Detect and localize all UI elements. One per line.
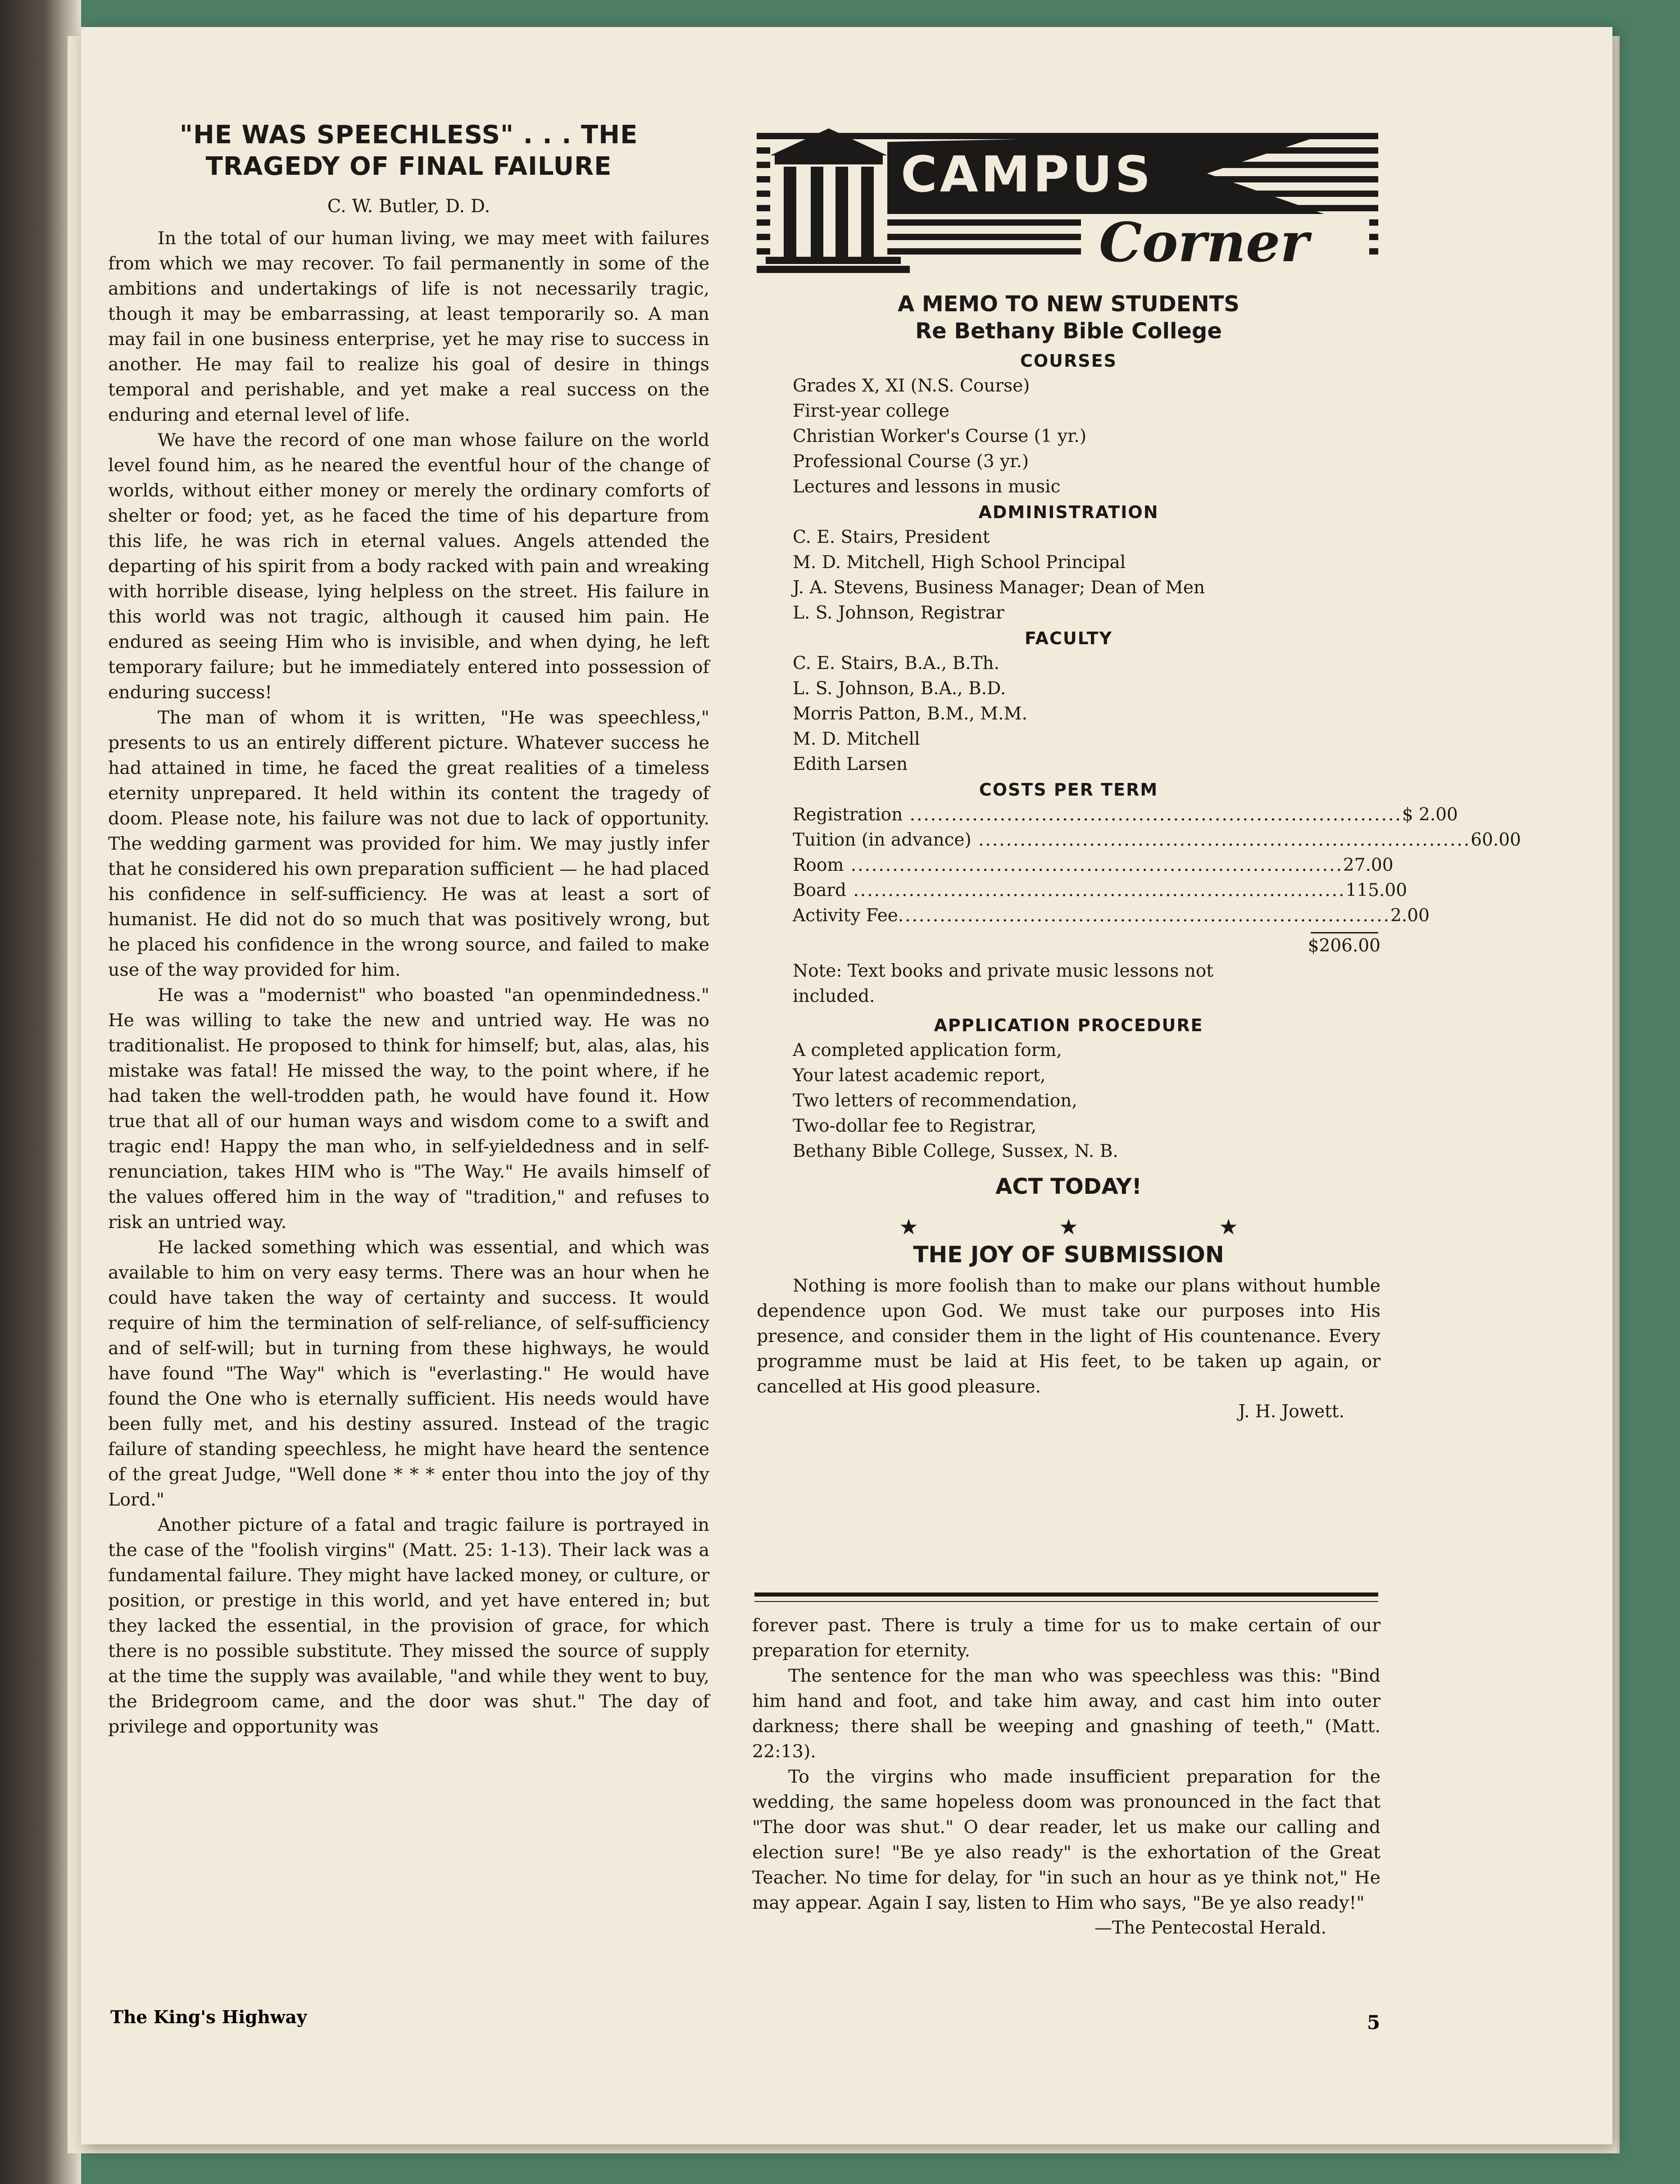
cost-label: Activity Fee — [793, 905, 898, 926]
cost-amount: 2.00 — [1390, 905, 1430, 926]
cost-row — [757, 853, 1394, 878]
faculty-item: M. D. Mitchell — [793, 729, 920, 749]
administration-item: J. A. Stevens, Business Manager; Dean of Men — [793, 578, 1205, 598]
cost-row — [757, 802, 1458, 828]
cost-amount: 60.00 — [1471, 830, 1521, 850]
star-icon: ★ — [1218, 1215, 1239, 1240]
costs-note: Note: Text books and private music lessons not — [793, 961, 1213, 981]
article-title — [108, 119, 709, 182]
page-number: 5 — [1367, 2011, 1380, 2034]
application-item: Two-dollar fee to Registrar, — [793, 1116, 1037, 1136]
banner-campus-text: CAMPUS — [901, 146, 1153, 203]
article-paragraph: The man of whom it is written, "He was speechless," presents to us an entirely different picture. Whatever success he had attained in time, he faced the great realities of a timeless eternity unprepared. It held within its content the tragedy of doom. Please note, his failure was not due to lack of opportunity. The wedding garment was provided for him. We may justly infer that he considered his own preparation sufficient — he had placed his confidence in self-sufficiency. He was at least a sort of humanist. He did not do so much that was positively wrong, but he placed his confidence in the wrong source, and failed to make use of the way provided for him. — [108, 707, 709, 980]
article-title-line-2: TRAGEDY OF FINAL FAILURE — [205, 152, 612, 181]
star-icon: ★ — [899, 1215, 919, 1240]
application-heading: APPLICATION PROCEDURE — [934, 1015, 1203, 1035]
article-paragraph: Another picture of a fatal and tragic failure is portrayed in the case of the "foolish virgins" (Matt. 25: 1-13). Their lack was a fundamental failure. They might have lacked money, or culture, or position, or prestige in this world, and yet have entered in; but they lacked the essential, in the provision of grace, for which there is no possible substitute. They missed the source of supply at the time the supply was available, "and while they went to buy, the Bridegroom came, and the door was shut." The day of privilege and opportunity was — [108, 1515, 709, 1737]
article-paragraph: To the virgins who made insufficient preparation for the wedding, the same hopeless doom was pronounced in the fact that "The door was shut." O dear reader, let us make our calling and election sure! "Be ye also ready" is the exhortation of the Great Teacher. No time for delay, for "in such an hour as ye think not," He may appear. Again I say, listen to Him who says, "Be ye also ready!" — [752, 1766, 1380, 1913]
cost-label: Room — [793, 855, 844, 875]
joy-author: J. H. Jowett. — [1238, 1401, 1344, 1422]
application-item: Two letters of recommendation, — [793, 1091, 1077, 1111]
campus-memo — [757, 291, 1521, 1424]
act-today-heading: ACT TODAY! — [995, 1174, 1142, 1199]
campus-corner-banner — [757, 124, 1378, 286]
leader-dots: ....................................................................... — [844, 855, 1343, 875]
memo-title: A MEMO TO NEW STUDENTS — [898, 291, 1240, 317]
cost-label: Tuition (in advance) — [793, 830, 972, 850]
faculty-item: L. S. Johnson, B.A., B.D. — [793, 678, 1006, 699]
memo-subtitle: Re Bethany Bible College — [915, 318, 1222, 344]
cost-amount: $ 2.00 — [1402, 805, 1458, 825]
cost-row — [757, 828, 1521, 853]
cost-amount: 115.00 — [1345, 880, 1408, 901]
star-icon: ★ — [1058, 1215, 1079, 1240]
faculty-item: C. E. Stairs, B.A., B.Th. — [793, 653, 1000, 673]
article-paragraph: forever past. There is truly a time for us to make certain of our preparation for eternity. — [752, 1615, 1380, 1661]
article-title-line-1: "HE WAS SPEECHLESS" . . . THE — [179, 120, 638, 150]
article-paragraph: He lacked something which was essential, and which was available to him on very easy terms. There was an hour when he could have taken the way of certainty and success. It would require of him the termination of self-reliance, of self-sufficiency and of self-will; but in turning from these highways, he would have found "The Way" which is "everlasting." He would have found the One who is eternally sufficient. His needs would have been fully met, and his destiny assured. Instead of the tragic failure of standing speechless, he might have heard the sentence of the great Judge, "Well done * * * enter thou into the joy of thy Lord." — [108, 1237, 709, 1510]
magazine-page — [81, 27, 1612, 2144]
article-paragraph: We have the record of one man whose failure on the world level found him, as he neared the eventful hour of the change of worlds, without either money or merely the ordinary comforts of shelter or food; yet, as he faced the time of his departure from this life, he was rich in eternal values. Angels attended the departing of his spirit from a body racked with pain and wreaking with horrible disease, lying helpless on the street. His failure in this world was not tragic, although it caused him pain. He endured as seeing Him who is invisible, and when dying, he left temporary failure; but he immediately entered into possession of enduring success! — [108, 430, 709, 703]
pennant-flag — [887, 133, 1329, 214]
costs-note-continued: included. — [793, 986, 875, 1006]
course-item: Grades X, XI (N.S. Course) — [793, 376, 1030, 396]
application-item: A completed application form, — [793, 1040, 1062, 1060]
cost-amount: 27.00 — [1343, 855, 1394, 875]
publication-name: The King's Highway — [110, 2007, 307, 2028]
faculty-heading: FACULTY — [1024, 628, 1113, 648]
administration-heading: ADMINISTRATION — [978, 502, 1159, 522]
administration-item: M. D. Mitchell, High School Principal — [793, 552, 1126, 573]
article-source: —The Pentecostal Herald. — [1094, 1918, 1326, 1938]
banner-corner-text: Corner — [1099, 211, 1309, 274]
costs-heading: COSTS PER TERM — [979, 780, 1158, 800]
article-paragraph: He was a "modernist" who boasted "an openmindedness." He was willing to take the new and untried way. He was no traditionalist. He proposed to think for himself; but, alas, alas, his mistake was fatal! He missed the way, to the point where, if he had taken the well-trodden path, he would have found it. How true that all of our human ways and wisdom come to a swift and tragic end! Happy the man who, in self-yieldedness and in self-renunciation, takes HIM who is "The Way." He avails himself of the values offered him in the way of "tradition," and refuses to risk an untried way. — [108, 985, 709, 1233]
administration-item: C. E. Stairs, President — [793, 527, 990, 547]
administration-item: L. S. Johnson, Registrar — [793, 603, 1004, 623]
course-item: First-year college — [793, 401, 949, 421]
column-divider — [754, 1592, 1378, 1602]
faculty-item: Edith Larsen — [793, 754, 908, 774]
faculty-item: Morris Patton, B.M., M.M. — [793, 704, 1027, 724]
leader-dots: ....................................................................... — [846, 880, 1346, 901]
article-paragraph: In the total of our human living, we may meet with failures from which we may recover. To fail permanently in some of the ambitions and undertakings of life is not necessarily tragic, though it may be embarrassing, at least temporarily so. A man may fail in one business enterprise, yet he may rise to success in another. He may fail to realize his goal of desire in things temporal and perishable, and yet make a real success on the enduring and eternal level of life. — [108, 228, 709, 425]
cost-label: Registration — [793, 805, 903, 825]
application-item: Your latest academic report, — [793, 1065, 1046, 1086]
costs-total: $206.00 — [1308, 936, 1380, 956]
article-paragraph: The sentence for the man who was speechless was this: "Bind him hand and foot, and take him away, and cast him into outer darkness; there shall be weeping and gnashing of teeth," (Matt. 22:13). — [752, 1665, 1380, 1762]
course-item: Lectures and lessons in music — [793, 477, 1061, 497]
building-illustration — [757, 128, 910, 273]
leader-dots: ....................................................................... — [971, 830, 1471, 850]
cost-row — [757, 878, 1408, 903]
leader-dots: ....................................................................... — [903, 805, 1402, 825]
joy-title: THE JOY OF SUBMISSION — [913, 1242, 1224, 1268]
article-author: C. W. Butler, D. D. — [327, 196, 490, 217]
joy-text: Nothing is more foolish than to make our plans without humble dependence upon God. We must take our purposes into His presence, and consider them in the light of His countenance. Every programme must be laid at His feet, to be taken up again, or cancelled at His good pleasure. — [757, 1275, 1380, 1397]
star-separator — [829, 1214, 1308, 1241]
cost-row — [757, 903, 1430, 928]
course-item: Professional Course (3 yr.) — [793, 451, 1029, 472]
leader-dots: ....................................................................... — [898, 905, 1391, 926]
article-continuation — [752, 1613, 1380, 1941]
article-column — [108, 119, 709, 1739]
application-item: Bethany Bible College, Sussex, N. B. — [793, 1141, 1118, 1161]
cost-label: Board — [793, 880, 846, 901]
course-item: Christian Worker's Course (1 yr.) — [793, 426, 1087, 446]
courses-heading: COURSES — [1020, 351, 1117, 371]
